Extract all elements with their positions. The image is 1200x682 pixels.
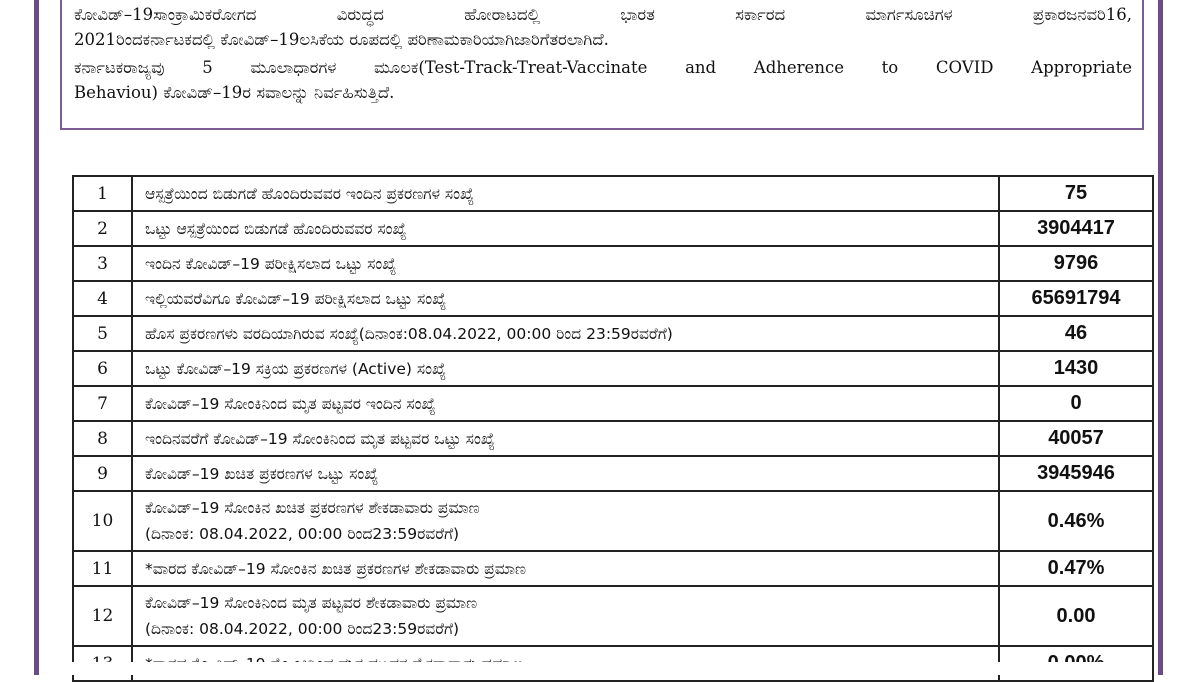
table-row <box>73 281 1153 316</box>
page-cutoff <box>72 662 1140 675</box>
table-row <box>73 316 1153 351</box>
row-number: 3 <box>73 246 132 281</box>
notice-line-4: Behaviou) ಕೋವಿಡ್–19ರ ಸವಾಲನ್ನು ನಿರ್ವಹಿಸುತ್ತಿದೆ. <box>74 83 395 102</box>
row-number: 8 <box>73 421 132 456</box>
row-number: 9 <box>73 456 132 491</box>
row-value: 65691794 <box>999 281 1153 316</box>
row-value: 0.46% <box>999 491 1153 551</box>
table-row <box>73 456 1153 491</box>
row-value: 75 <box>999 176 1153 211</box>
row-description-line: ಹೊಸ ಪ್ರಕರಣಗಳು ವರದಿಯಾಗಿರುವ ಸಂಖ್ಯೆ(ದಿನಾಂಕ:08.04.2022, 00:00 ರಿಂದ 23:59ರವರೆಗೆ) <box>145 324 673 343</box>
row-value: 1430 <box>999 351 1153 386</box>
row-number: 4 <box>73 281 132 316</box>
row-number: 6 <box>73 351 132 386</box>
stats-table-body <box>73 176 1153 681</box>
row-description-line: ಕೋವಿಡ್–19 ಖಚಿತ ಪ್ರಕರಣಗಳ ಒಟ್ಟು ಸಂಖ್ಯೆ <box>145 464 379 483</box>
row-value: 3904417 <box>999 211 1153 246</box>
table-row <box>73 176 1153 211</box>
row-description-line: ಇಂದಿನ ಕೋವಿಡ್–19 ಪರೀಕ್ಷಿಸಲಾದ ಒಟ್ಟು ಸಂಖ್ಯೆ <box>145 254 397 273</box>
notice-line-3: ಕರ್ನಾಟಕರಾಜ್ಯವು 5 ಮೂಲಾಧಾರಗಳ ಮೂಲಕ(Test-Track-Treat-Vaccinate and Adherence to COVID Appropriate <box>74 58 1132 77</box>
row-description-date: (ದಿನಾಂಕ: 08.04.2022, 00:00 ರಿಂದ23:59ರವರೆಗೆ) <box>145 525 460 543</box>
row-description-line: ಇಂದಿನವರೆಗೆ ಕೋವಿಡ್–19 ಸೋಂಕಿನಿಂದ ಮೃತ ಪಟ್ಟವರ ಒಟ್ಟು ಸಂಖ್ಯೆ <box>145 429 495 448</box>
table-row <box>73 386 1153 421</box>
row-value: 9796 <box>999 246 1153 281</box>
row-description <box>132 456 999 491</box>
row-description-line: ಕೋವಿಡ್–19 ಸೋಂಕಿನಿಂದ ಮೃತ ಪಟ್ಟವರ ಇಂದಿನ ಸಂಖ್ಯೆ <box>145 394 436 413</box>
page-border-left <box>34 0 39 675</box>
row-description <box>132 176 999 211</box>
table-row <box>73 491 1153 551</box>
table-row <box>73 551 1153 586</box>
row-number: 11 <box>73 551 132 586</box>
notice-line-2: 2021ರಿಂದಕರ್ನಾಟಕದಲ್ಲಿ ಕೋವಿಡ್–19ಲಸಿಕೆಯ ರೂಪದಲ್ಲಿ ಪರಿಣಾಮಕಾರಿಯಾಗಿಜಾರಿಗೆತರಲಾಗಿದೆ. <box>74 30 609 49</box>
row-description <box>132 246 999 281</box>
row-number: 12 <box>73 586 132 646</box>
row-number: 1 <box>73 176 132 211</box>
row-description-line: ಇಲ್ಲಿಯವರೆವಿಗೂ ಕೋವಿಡ್–19 ಪರೀಕ್ಷಿಸಲಾದ ಒಟ್ಟು ಸಂಖ್ಯೆ <box>145 289 447 308</box>
row-value: 0.47% <box>999 551 1153 586</box>
table-row <box>73 211 1153 246</box>
row-value: 0 <box>999 386 1153 421</box>
notice-line-1: ಕೋವಿಡ್–19ಸಾಂಕ್ರಾಮಿಕರೋಗದ ವಿರುದ್ಧದ ಹೋರಾಟದಲ್ಲಿ ಭಾರತ ಸರ್ಕಾರದ ಮಾರ್ಗಸೂಚಿಗಳ ಪ್ರಕಾರಜನವರಿ16, <box>74 5 1132 24</box>
table-row <box>73 586 1153 646</box>
row-description <box>132 316 999 351</box>
row-number: 5 <box>73 316 132 351</box>
row-value: 3945946 <box>999 456 1153 491</box>
row-description <box>132 281 999 316</box>
row-description <box>132 351 999 386</box>
row-description <box>132 586 999 646</box>
table-row <box>73 246 1153 281</box>
row-value: 46 <box>999 316 1153 351</box>
row-description-date: (ದಿನಾಂಕ: 08.04.2022, 00:00 ರಿಂದ23:59ರವರೆಗೆ) <box>145 620 460 638</box>
row-description-line: ಆಸ್ಪತ್ರೆಯಿಂದ ಬಿಡುಗಡೆ ಹೊಂದಿರುವವರ ಇಂದಿನ ಪ್ರಕರಣಗಳ ಸಂಖ್ಯೆ <box>145 184 475 203</box>
row-description <box>132 386 999 421</box>
row-description-line: *ವಾರದ ಕೋವಿಡ್–19 ಸೋಂಕಿನ ಖಚಿತ ಪ್ರಕರಣಗಳ ಶೇಕಡಾವಾರು ಪ್ರಮಾಣ <box>145 559 526 578</box>
covid-stats-table <box>72 175 1154 682</box>
row-description <box>132 421 999 456</box>
row-value: 0.00 <box>999 586 1153 646</box>
row-description-line: ಕೋವಿಡ್–19 ಸೋಂಕಿನ ಖಚಿತ ಪ್ರಕರಣಗಳ ಶೇಕಡಾವಾರು ಪ್ರಮಾಣ <box>145 499 480 517</box>
row-description <box>132 211 999 246</box>
row-number: 10 <box>73 491 132 551</box>
row-value: 40057 <box>999 421 1153 456</box>
notice-box <box>60 0 1144 130</box>
row-description-line: ಒಟ್ಟು ಕೋವಿಡ್–19 ಸಕ್ರಿಯ ಪ್ರಕರಣಗಳ (Active) ಸಂಖ್ಯೆ <box>145 359 447 378</box>
page-border-right <box>1158 0 1163 675</box>
row-number: 2 <box>73 211 132 246</box>
row-number: 7 <box>73 386 132 421</box>
row-description-line: ಕೋವಿಡ್–19 ಸೋಂಕಿನಿಂದ ಮೃತ ಪಟ್ಟವರ ಶೇಕಡಾವಾರು ಪ್ರಮಾಣ <box>145 594 478 612</box>
row-description <box>132 551 999 586</box>
table-row <box>73 351 1153 386</box>
row-description <box>132 491 999 551</box>
row-description-line: ಒಟ್ಟು ಆಸ್ಪತ್ರೆಯಿಂದ ಬಿಡುಗಡೆ ಹೊಂದಿರುವವರ ಸಂಖ್ಯೆ <box>145 219 407 238</box>
table-row <box>73 421 1153 456</box>
